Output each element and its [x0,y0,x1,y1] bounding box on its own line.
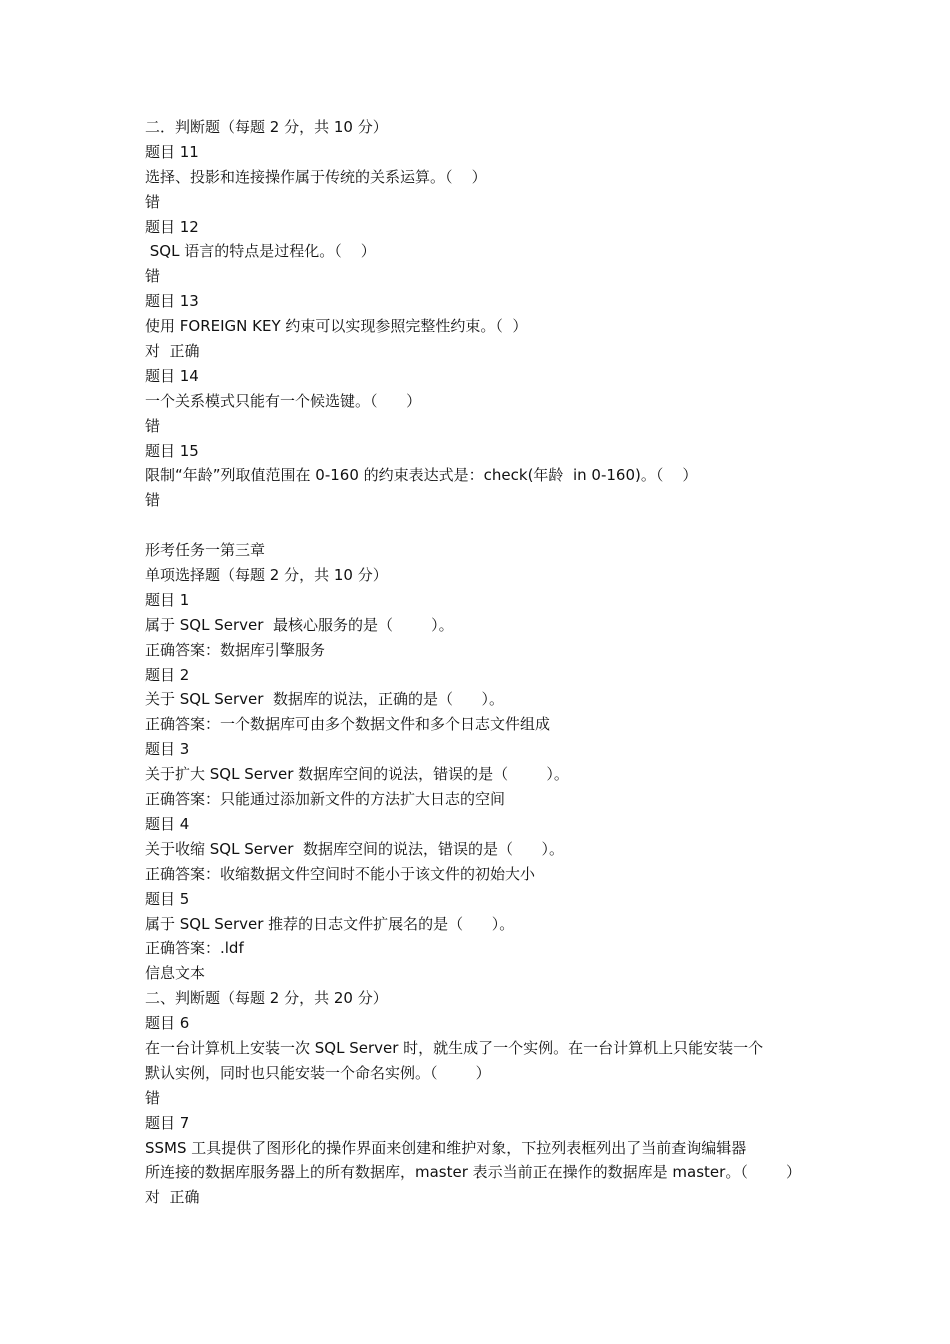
answer-text: 错 [145,267,161,286]
answer-text: 错 [145,192,161,211]
info-text-label: 信息文本 [145,964,206,983]
question-number: 题目 6 [145,1014,190,1033]
question-number: 题目 15 [145,441,199,460]
question-text: 在一台计算机上安装一次 SQL Server 时，就生成了一个实例。在一台计算机上只能安装一个 [145,1038,764,1057]
section-heading: 单项选择题（每题 2 分，共 10 分） [145,566,388,585]
question-number: 题目 7 [145,1113,190,1132]
document-body [145,115,835,1210]
question-text: 属于 SQL Server 推荐的日志文件扩展名的是（ ）。 [145,914,515,933]
blank-line [145,513,835,538]
question-text: 一个关系模式只能有一个候选键。（ ） [145,391,422,410]
question-number: 题目 13 [145,292,199,311]
question-number: 题目 3 [145,740,190,759]
question-text: SQL 语言的特点是过程化。（ ） [145,242,376,261]
question-text: 关于扩大 SQL Server 数据库空间的说法，错误的是（ ）。 [145,765,569,784]
question-number: 题目 12 [145,217,199,236]
section-heading: 二．判断题（每题 2 分，共 10 分） [145,118,388,136]
question-number: 题目 1 [145,590,190,609]
question-text-continued: 默认实例，同时也只能安装一个命名实例。（ ） [145,1063,491,1082]
question-text: 关于 SQL Server 数据库的说法，正确的是（ ）。 [145,690,505,709]
question-text-continued: 所连接的数据库服务器上的所有数据库，master 表示当前正在操作的数据库是 master。（ ） [145,1163,801,1182]
section-heading: 二、判断题（每题 2 分，共 20 分） [145,989,388,1008]
answer-text: 错 [145,416,161,435]
question-text: 属于 SQL Server 最核心服务的是（ ）。 [145,615,454,634]
chapter-title: 形考任务一第三章 [145,541,266,560]
question-text: 限制“年龄”列取值范围在 0-160 的约束表达式是：check(年龄 in 0-160)。（ ） [145,466,698,485]
answer-text: 对 正确 [145,1188,200,1207]
question-number: 题目 5 [145,889,190,908]
question-text: 选择、投影和连接操作属于传统的关系运算。（ ） [145,167,487,186]
question-text: 使用 FOREIGN KEY 约束可以实现参照完整性约束。（ ） [145,317,528,336]
answer-text: 正确答案：一个数据库可由多个数据文件和多个日志文件组成 [145,715,551,734]
question-text: 关于收缩 SQL Server 数据库空间的说法，错误的是（ ）。 [145,839,565,858]
answer-text: 错 [145,491,161,510]
answer-text: 正确答案：收缩数据文件空间时不能小于该文件的初始大小 [145,864,536,883]
answer-text: 正确答案：数据库引擎服务 [145,640,326,659]
question-number: 题目 14 [145,366,199,385]
question-number: 题目 11 [145,142,199,161]
answer-text: 正确答案：.ldf [145,939,244,958]
question-number: 题目 4 [145,814,190,833]
answer-text: 对 正确 [145,342,200,361]
answer-text: 错 [145,1088,161,1107]
answer-text: 正确答案：只能通过添加新文件的方法扩大日志的空间 [145,790,506,809]
question-number: 题目 2 [145,665,190,684]
question-text: SSMS 工具提供了图形化的操作界面来创建和维护对象，下拉列表框列出了当前查询编辑器 [145,1138,747,1157]
